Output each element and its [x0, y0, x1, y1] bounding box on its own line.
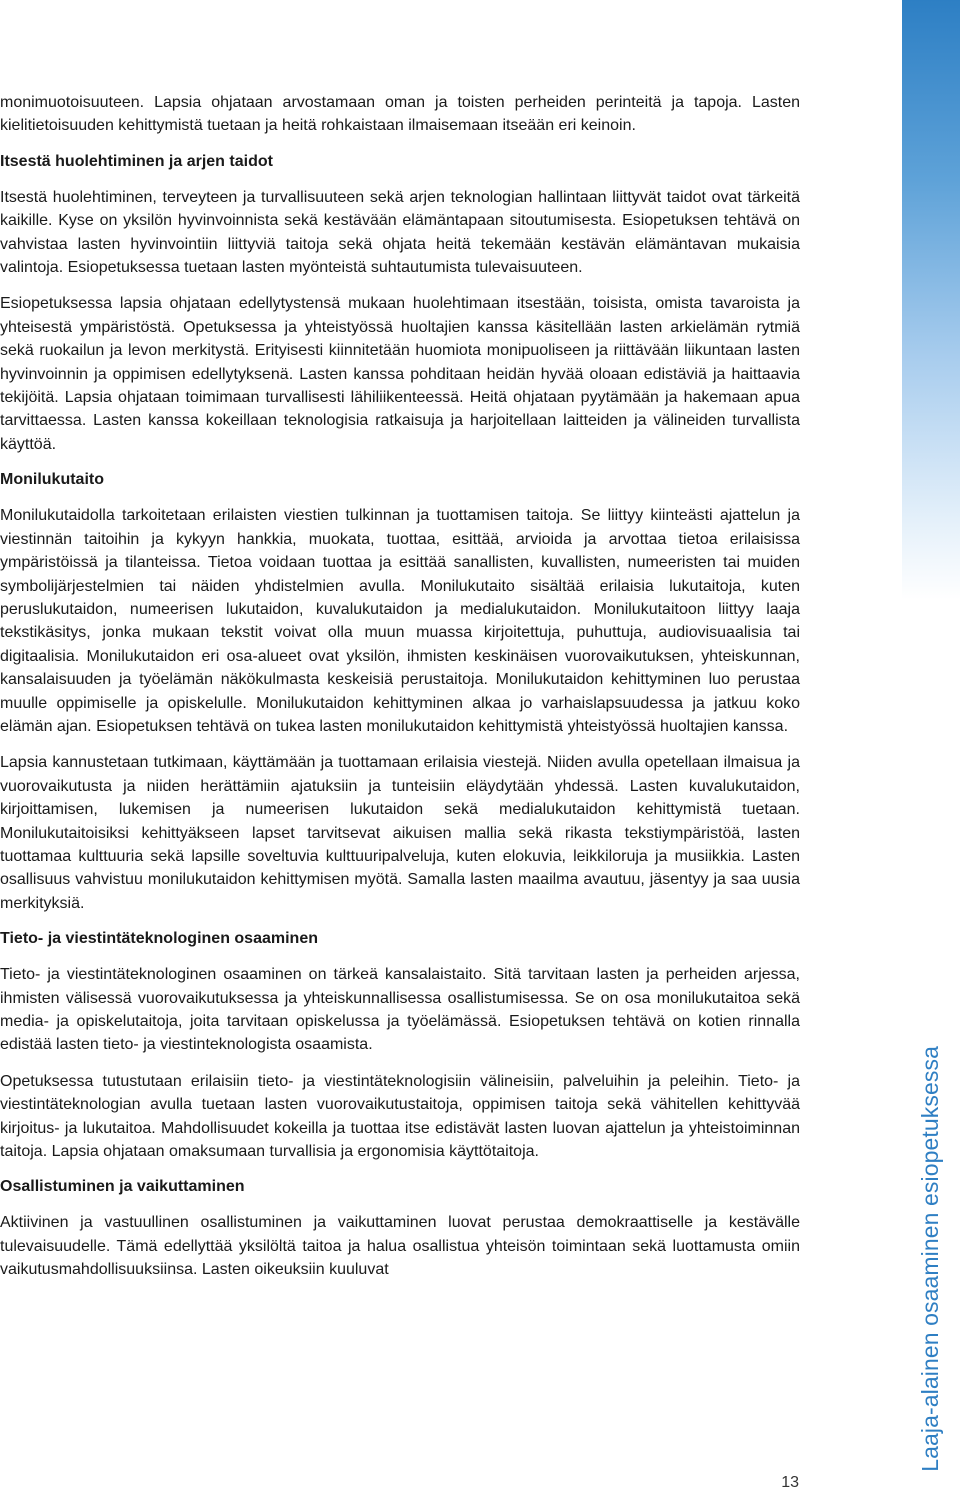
paragraph: monimuotoisuuteen. Lapsia ohjataan arvostamaan oman ja toisten perheiden perinteitä ja tapoja. Lasten kielitietoisuuden kehittymistä tuetaan ja heitä rohkaistaan ilmaisemaan itseään eri keinoin. [0, 94, 800, 135]
section-heading: Monilukutaito [0, 471, 104, 489]
section-heading: Tieto- ja viestintäteknologinen osaaminen [0, 930, 318, 948]
paragraph: Opetuksessa tutustutaan erilaisiin tieto- ja viestintäteknologisiin välineisiin, palveluihin ja peleihin. Tieto- ja viestintäteknologian avulla tuetaan lasten vuorovaikutustaitoja, oppimisen taitoja sekä vähitellen kehittyvää kirjoitus- ja lukutaitoa. Mahdollisuudet kokeilla ja tuottaa itse edistävät lasten luovan ajattelun ja yhteistoiminnan taitoja. Lapsia ohjataan omaksumaan turvallisia ja ergonomisia käyttötaitoja. [0, 1072, 800, 1161]
paragraph: Aktiivinen ja vastuullinen osallistuminen ja vaikuttaminen luovat perustaa demokraattiselle ja kestävälle tulevaisuudelle. Tämä edellyttää yksilöltä taitoa ja halua osallistua yhteisön toimintaan sekä luottamusta omiin vaikutusmahdollisuuksiinsa. Lasten oikeuksiin kuuluvat [0, 1214, 800, 1279]
side-title: Laaja-alainen osaaminen esiopetuksessa [916, 1046, 943, 1472]
paragraph: Monilukutaidolla tarkoitetaan erilaisten viestien tulkinnan ja tuottamisen taitoja. Se liittyy kiinteästi ajattelun ja viestinnän taitoihin ja kykyyn hankkia, muokata, tuottaa, esittää, arvioida ja arvottaa tietoa erilaisissa ympäristöissä ja tilanteissa. Tietoa voidaan tuottaa ja esittää sanallisten, kuvallisten, numeeristen tai muiden symbolijärjestelmien tai näiden yhdistelmien avulla. Monilukutaito sisältää erilaisia lukutaitoja, kuten peruslukutaidon, numeerisen lukutaidon, kuvalukutaidon ja medialukutaidon. Monilukutaitoon liittyy laaja tekstikäsitys, jonka mukaan tekstit voivat olla muun muassa kirjoitettuja, puhuttuja, audiovisuaalisia tai digitaalisia. Monilukutaidon eri osa-alueet ovat yksilön, ihmisten keskinäisen vuorovaikutuksen, yhteiskunnan, kansalaisuuden ja työelämän näkökulmasta keskeisiä perustaitoja. Monilukutaidon kehittyminen luo perustaa muulle oppimiselle ja opiskelulle. Monilukutaidon kehittyminen alkaa jo varhaislapsuudessa ja jatkuu koko elämän ajan. Esiopetuksen tehtävä on tukea lasten monilukutaidon kehittymistä yhteistyössä huoltajien kanssa. [0, 507, 800, 735]
paragraph: Esiopetuksessa lapsia ohjataan edellytystensä mukaan huolehtimaan itsestään, toisista, omista tavaroista ja yhteisestä ympäristöstä. Opetuksessa ja yhteistyössä huoltajien kanssa käsitellään lasten arkielämän rytmiä sekä ruokailun ja levon merkitystä. Erityisesti kiinnitetään huomiota monipuoliseen ja riittävään liikuntaan lasten hyvinvoinnin ja oppimisen edellytyksenä. Lasten kanssa pohditaan heidän hyvää oloaan edistäviä ja haittaavia tekijöitä. Lapsia ohjataan toimimaan turvallisesti lähiliikenteessä. Heitä ohjataan pyytämään ja hakemaan apua tarvittaessa. Lasten kanssa kokeillaan teknologisia ratkaisuja ja harjoitellaan laitteiden ja välineiden turvallista käyttöä. [0, 295, 800, 453]
page-content [0, 91, 800, 1295]
paragraph: Lapsia kannustetaan tutkimaan, käyttämään ja tuottamaan erilaisia viestejä. Niiden avulla opetellaan ilmaisua ja vuorovaikutusta ja niiden herättämiin ajatuksiin ja tunteisiin eläydytään yhdessä. Lasten kuvalukutaidon, kirjoittamisen, lukemisen ja numeerisen lukutaidon sekä medialukutaidon kehittymistä tuetaan. Monilukutaitoisiksi kehittyäkseen lapset tarvitsevat aikuisen mallia sekä rikasta tekstiympäristöä, lasten tuottamaa kulttuuria sekä lapsille soveltuvia kulttuuripalveluja, kuten elokuvia, leikkiloruja ja musiikkia. Lasten osallisuus vahvistuu monilukutaidon kehittymisen myötä. Samalla lasten maailma avautuu, jäsentyy ja saa uusia merkityksiä. [0, 754, 800, 912]
page-number: 13 [781, 1474, 799, 1491]
paragraph: Tieto- ja viestintäteknologinen osaaminen on tärkeä kansalaistaito. Sitä tarvitaan lasten ja perheiden arjessa, ihmisten välisessä vuorovaikutuksessa ja yhteiskunnallisessa osallistumisessa. Se on osa monilukutaitoa sekä media- ja opiskelutaitoja, joita tarvitaan opiskelussa ja työelämässä. Esiopetuksen tehtävä on kotien rinnalla edistää lasten tieto- ja viestinteknologista osaamista. [0, 966, 800, 1054]
section-heading: Osallistuminen ja vaikuttaminen [0, 1178, 245, 1196]
paragraph: Itsestä huolehtiminen, terveyteen ja turvallisuuteen sekä arjen teknologian hallintaan liittyvät taidot ovat tärkeitä kaikille. Kyse on yksilön hyvinvoinnista sekä kestävään elämäntapaan sitoutumisesta. Esiopetuksen tehtävä on vahvistaa lasten hyvinvointiin liittyviä taitoja sekä ohjata heitä tekemään kestävän elämäntavan mukaisia valintoja. Esiopetuksessa tuetaan lasten myönteistä suhtautumista tulevaisuuteen. [0, 188, 800, 277]
section-heading: Itsestä huolehtiminen ja arjen taidot [0, 152, 273, 170]
side-title-container [910, 1012, 950, 1472]
